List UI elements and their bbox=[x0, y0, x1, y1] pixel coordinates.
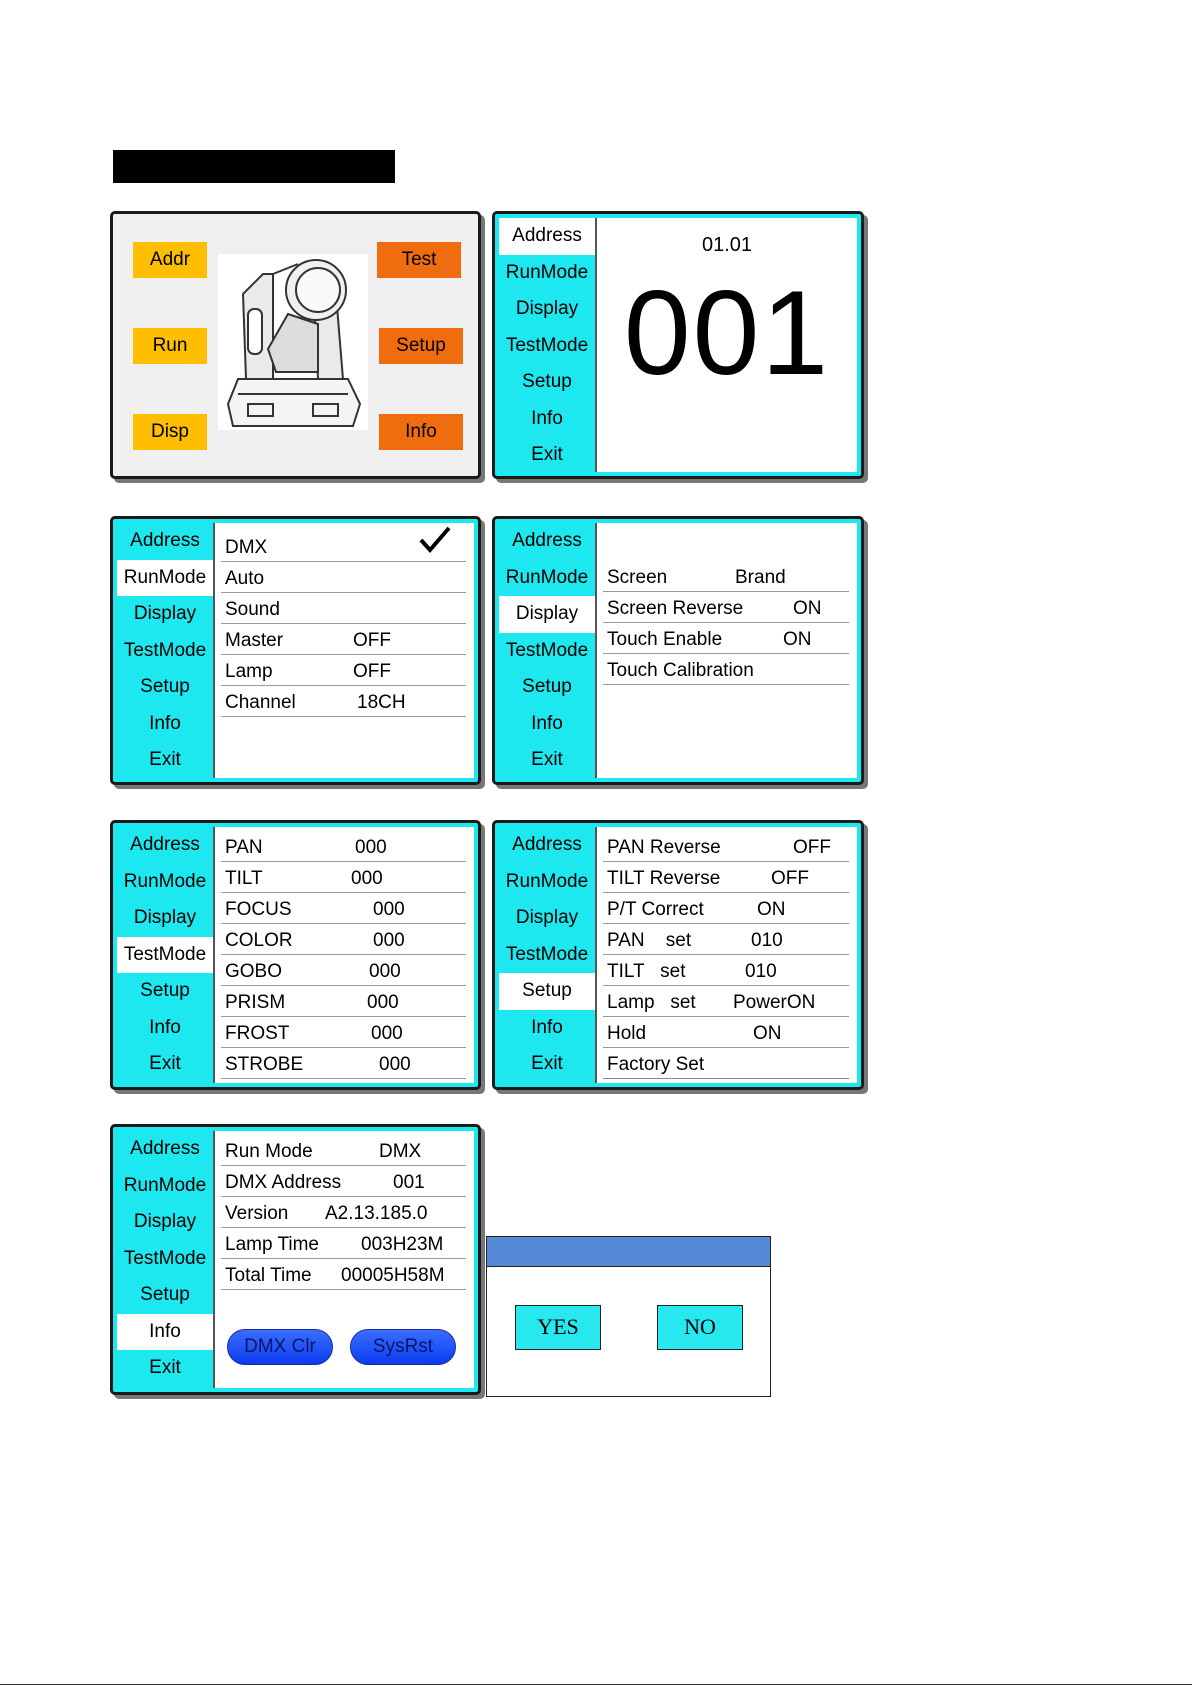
list-item[interactable] bbox=[221, 531, 466, 562]
row-value: 000 bbox=[373, 899, 405, 920]
menu-item-info[interactable]: Info bbox=[531, 407, 563, 429]
moving-head-fixture-image bbox=[218, 254, 368, 430]
row-value: 000 bbox=[367, 992, 399, 1013]
list-item[interactable] bbox=[221, 924, 466, 955]
menu-item-display[interactable]: Display bbox=[133, 907, 197, 928]
row-label: TILT set bbox=[607, 961, 686, 982]
addr-button[interactable]: Addr bbox=[133, 242, 207, 278]
row-label: Touch Calibration bbox=[607, 660, 754, 681]
menu-item-runmode[interactable]: RunMode bbox=[505, 261, 589, 283]
list-item bbox=[221, 1166, 466, 1197]
list-item bbox=[221, 1228, 466, 1259]
row-value: 001 bbox=[393, 1172, 425, 1193]
row-label: Lamp bbox=[225, 661, 273, 682]
row-label: PAN set bbox=[607, 930, 692, 951]
menu-item-testmode[interactable]: TestMode bbox=[505, 334, 589, 356]
row-label: Screen Reverse bbox=[607, 598, 744, 619]
menu-item-info[interactable]: Info bbox=[117, 1314, 213, 1351]
setup-content bbox=[595, 827, 857, 1083]
list-item[interactable] bbox=[603, 1017, 849, 1048]
row-value: ON bbox=[757, 899, 786, 920]
row-label: TILT bbox=[225, 868, 263, 889]
row-value: 00005H58M bbox=[341, 1265, 445, 1286]
row-value: PowerON bbox=[733, 992, 816, 1013]
menu-item-address[interactable]: Address bbox=[130, 834, 200, 855]
row-value: 000 bbox=[355, 837, 387, 858]
menu-item-setup[interactable]: Setup bbox=[140, 676, 190, 697]
row-value: 010 bbox=[745, 961, 777, 982]
side-menu bbox=[499, 827, 595, 1083]
menu-item-info[interactable]: Info bbox=[149, 1016, 181, 1038]
menu-item-exit[interactable]: Exit bbox=[531, 749, 563, 770]
setup-panel bbox=[492, 820, 864, 1090]
section-heading-bar bbox=[113, 150, 395, 183]
list-item[interactable] bbox=[603, 955, 849, 986]
row-value: 000 bbox=[379, 1054, 411, 1075]
row-value: OFF bbox=[793, 837, 831, 858]
row-label: Lamp set bbox=[607, 992, 696, 1013]
row-value: 000 bbox=[373, 930, 405, 951]
menu-item-runmode[interactable]: RunMode bbox=[123, 870, 207, 892]
menu-item-testmode[interactable]: TestMode bbox=[505, 639, 589, 661]
list-item[interactable] bbox=[221, 1017, 466, 1048]
row-label: COLOR bbox=[225, 930, 293, 951]
menu-item-testmode[interactable]: TestMode bbox=[123, 639, 207, 661]
row-value: 000 bbox=[369, 961, 401, 982]
row-value: A2.13.185.0 bbox=[325, 1203, 428, 1224]
display-panel bbox=[492, 516, 864, 785]
row-label: Channel bbox=[225, 692, 296, 713]
list-item[interactable] bbox=[603, 561, 849, 592]
menu-item-testmode[interactable]: TestMode bbox=[117, 937, 213, 974]
row-value: OFF bbox=[353, 630, 391, 651]
side-menu bbox=[117, 523, 213, 779]
menu-item-address[interactable]: Address bbox=[512, 834, 582, 855]
list-item[interactable] bbox=[603, 862, 849, 893]
menu-item-display[interactable]: Display bbox=[515, 907, 579, 928]
list-item[interactable] bbox=[221, 955, 466, 986]
row-value: 000 bbox=[351, 868, 383, 889]
row-label: PRISM bbox=[225, 992, 286, 1013]
no-button[interactable]: NO bbox=[657, 1305, 743, 1350]
menu-item-exit[interactable]: Exit bbox=[531, 1053, 563, 1074]
row-label: TILT Reverse bbox=[607, 868, 721, 889]
address-code: 01.01 bbox=[701, 234, 753, 256]
info-content bbox=[213, 1131, 474, 1388]
list-item[interactable] bbox=[221, 624, 466, 655]
menu-item-exit[interactable]: Exit bbox=[149, 749, 181, 770]
row-label: DMX Address bbox=[225, 1172, 342, 1193]
confirm-dialog bbox=[486, 1236, 771, 1397]
menu-item-setup[interactable]: Setup bbox=[140, 1284, 190, 1305]
display-content bbox=[595, 523, 857, 778]
row-label: PAN bbox=[225, 837, 263, 858]
row-label: P/T Correct bbox=[607, 899, 704, 920]
list-item[interactable] bbox=[603, 986, 849, 1017]
side-menu bbox=[117, 1131, 213, 1387]
row-label: GOBO bbox=[225, 961, 283, 982]
menu-item-address[interactable]: Address bbox=[499, 218, 595, 255]
menu-item-setup[interactable]: Setup bbox=[522, 676, 572, 697]
row-value: ON bbox=[753, 1023, 782, 1044]
row-label: FOCUS bbox=[225, 899, 292, 920]
list-item[interactable] bbox=[221, 986, 466, 1017]
list-item[interactable] bbox=[603, 831, 849, 862]
testmode-panel bbox=[110, 820, 481, 1090]
list-item bbox=[221, 1135, 466, 1166]
row-value: OFF bbox=[353, 661, 391, 682]
menu-item-setup[interactable]: Setup bbox=[140, 980, 190, 1001]
list-item[interactable] bbox=[603, 623, 849, 654]
yes-button[interactable]: YES bbox=[515, 1305, 601, 1350]
row-label: PAN Reverse bbox=[607, 837, 721, 858]
row-label: Version bbox=[225, 1203, 289, 1224]
address-panel bbox=[492, 211, 864, 479]
row-label: FROST bbox=[225, 1023, 290, 1044]
run-button[interactable]: Run bbox=[133, 328, 207, 364]
menu-item-address[interactable]: Address bbox=[130, 530, 200, 551]
row-label: Auto bbox=[225, 568, 265, 589]
list-item[interactable] bbox=[221, 686, 466, 717]
row-label: STROBE bbox=[225, 1054, 304, 1075]
info-panel bbox=[110, 1124, 481, 1395]
list-item[interactable] bbox=[221, 1048, 466, 1079]
list-item[interactable] bbox=[603, 924, 849, 955]
list-item[interactable] bbox=[221, 893, 466, 924]
row-value: OFF bbox=[771, 868, 809, 889]
menu-item-runmode[interactable]: RunMode bbox=[505, 566, 589, 588]
list-item[interactable] bbox=[221, 862, 466, 893]
disp-button[interactable]: Disp bbox=[133, 414, 207, 450]
row-label: Total Time bbox=[225, 1265, 312, 1286]
menu-item-display[interactable]: Display bbox=[133, 1211, 197, 1232]
row-label: DMX bbox=[225, 537, 268, 558]
row-value: ON bbox=[793, 598, 822, 619]
list-item[interactable] bbox=[603, 592, 849, 623]
row-value: ON bbox=[783, 629, 812, 650]
dmx-clear-button[interactable]: DMX Clr bbox=[227, 1329, 333, 1365]
menu-item-display[interactable]: Display bbox=[499, 596, 595, 633]
row-label: Hold bbox=[607, 1023, 647, 1044]
menu-item-exit[interactable]: Exit bbox=[531, 444, 563, 465]
testmode-content bbox=[213, 827, 474, 1083]
list-item[interactable] bbox=[221, 831, 466, 862]
list-item[interactable] bbox=[221, 593, 466, 624]
row-label: Run Mode bbox=[225, 1141, 313, 1162]
main-screen-panel bbox=[110, 211, 481, 479]
side-menu bbox=[117, 827, 213, 1083]
runmode-panel bbox=[110, 516, 481, 785]
list-item[interactable] bbox=[603, 893, 849, 924]
row-label: Lamp Time bbox=[225, 1234, 319, 1255]
menu-item-info[interactable]: Info bbox=[531, 712, 563, 734]
menu-item-runmode[interactable]: RunMode bbox=[505, 870, 589, 892]
menu-item-setup[interactable]: Setup bbox=[499, 973, 595, 1010]
list-item bbox=[221, 1259, 466, 1290]
runmode-content bbox=[213, 523, 474, 778]
menu-item-display[interactable]: Display bbox=[515, 298, 579, 319]
row-value: Brand bbox=[735, 567, 786, 588]
menu-item-address[interactable]: Address bbox=[130, 1138, 200, 1159]
setup-button[interactable]: Setup bbox=[379, 328, 463, 364]
row-value: 003H23M bbox=[361, 1234, 444, 1255]
checkmark-icon bbox=[418, 525, 452, 561]
menu-item-runmode[interactable]: RunMode bbox=[123, 1174, 207, 1196]
row-label: Touch Enable bbox=[607, 629, 723, 650]
list-item[interactable] bbox=[603, 654, 849, 685]
list-item[interactable] bbox=[221, 655, 466, 686]
row-value: DMX bbox=[379, 1141, 422, 1162]
menu-item-address[interactable]: Address bbox=[512, 530, 582, 551]
address-content bbox=[595, 218, 857, 472]
menu-item-info[interactable]: Info bbox=[149, 712, 181, 734]
side-menu bbox=[499, 523, 595, 779]
row-value: 010 bbox=[751, 930, 783, 951]
menu-item-testmode[interactable]: TestMode bbox=[123, 1247, 207, 1269]
row-label: Sound bbox=[225, 599, 280, 620]
menu-item-testmode[interactable]: TestMode bbox=[505, 943, 589, 965]
side-menu bbox=[499, 218, 595, 474]
menu-item-runmode[interactable]: RunMode bbox=[117, 560, 213, 597]
row-value: 18CH bbox=[357, 692, 406, 713]
test-button[interactable]: Test bbox=[377, 242, 461, 278]
menu-item-display[interactable]: Display bbox=[133, 603, 197, 624]
list-item[interactable] bbox=[221, 562, 466, 593]
dialog-title-bar bbox=[487, 1237, 770, 1267]
row-label: Factory Set bbox=[607, 1054, 705, 1075]
menu-item-exit[interactable]: Exit bbox=[149, 1357, 181, 1378]
menu-item-setup[interactable]: Setup bbox=[522, 371, 572, 392]
address-value[interactable]: 001 bbox=[623, 266, 831, 400]
row-label: Master bbox=[225, 630, 284, 651]
info-button[interactable]: Info bbox=[379, 414, 463, 450]
row-label: Screen bbox=[607, 567, 668, 588]
system-reset-button[interactable]: SysRst bbox=[350, 1329, 456, 1365]
list-item[interactable] bbox=[603, 1048, 849, 1079]
menu-item-exit[interactable]: Exit bbox=[149, 1053, 181, 1074]
menu-item-info[interactable]: Info bbox=[531, 1016, 563, 1038]
row-value: 000 bbox=[371, 1023, 403, 1044]
list-item bbox=[221, 1197, 466, 1228]
